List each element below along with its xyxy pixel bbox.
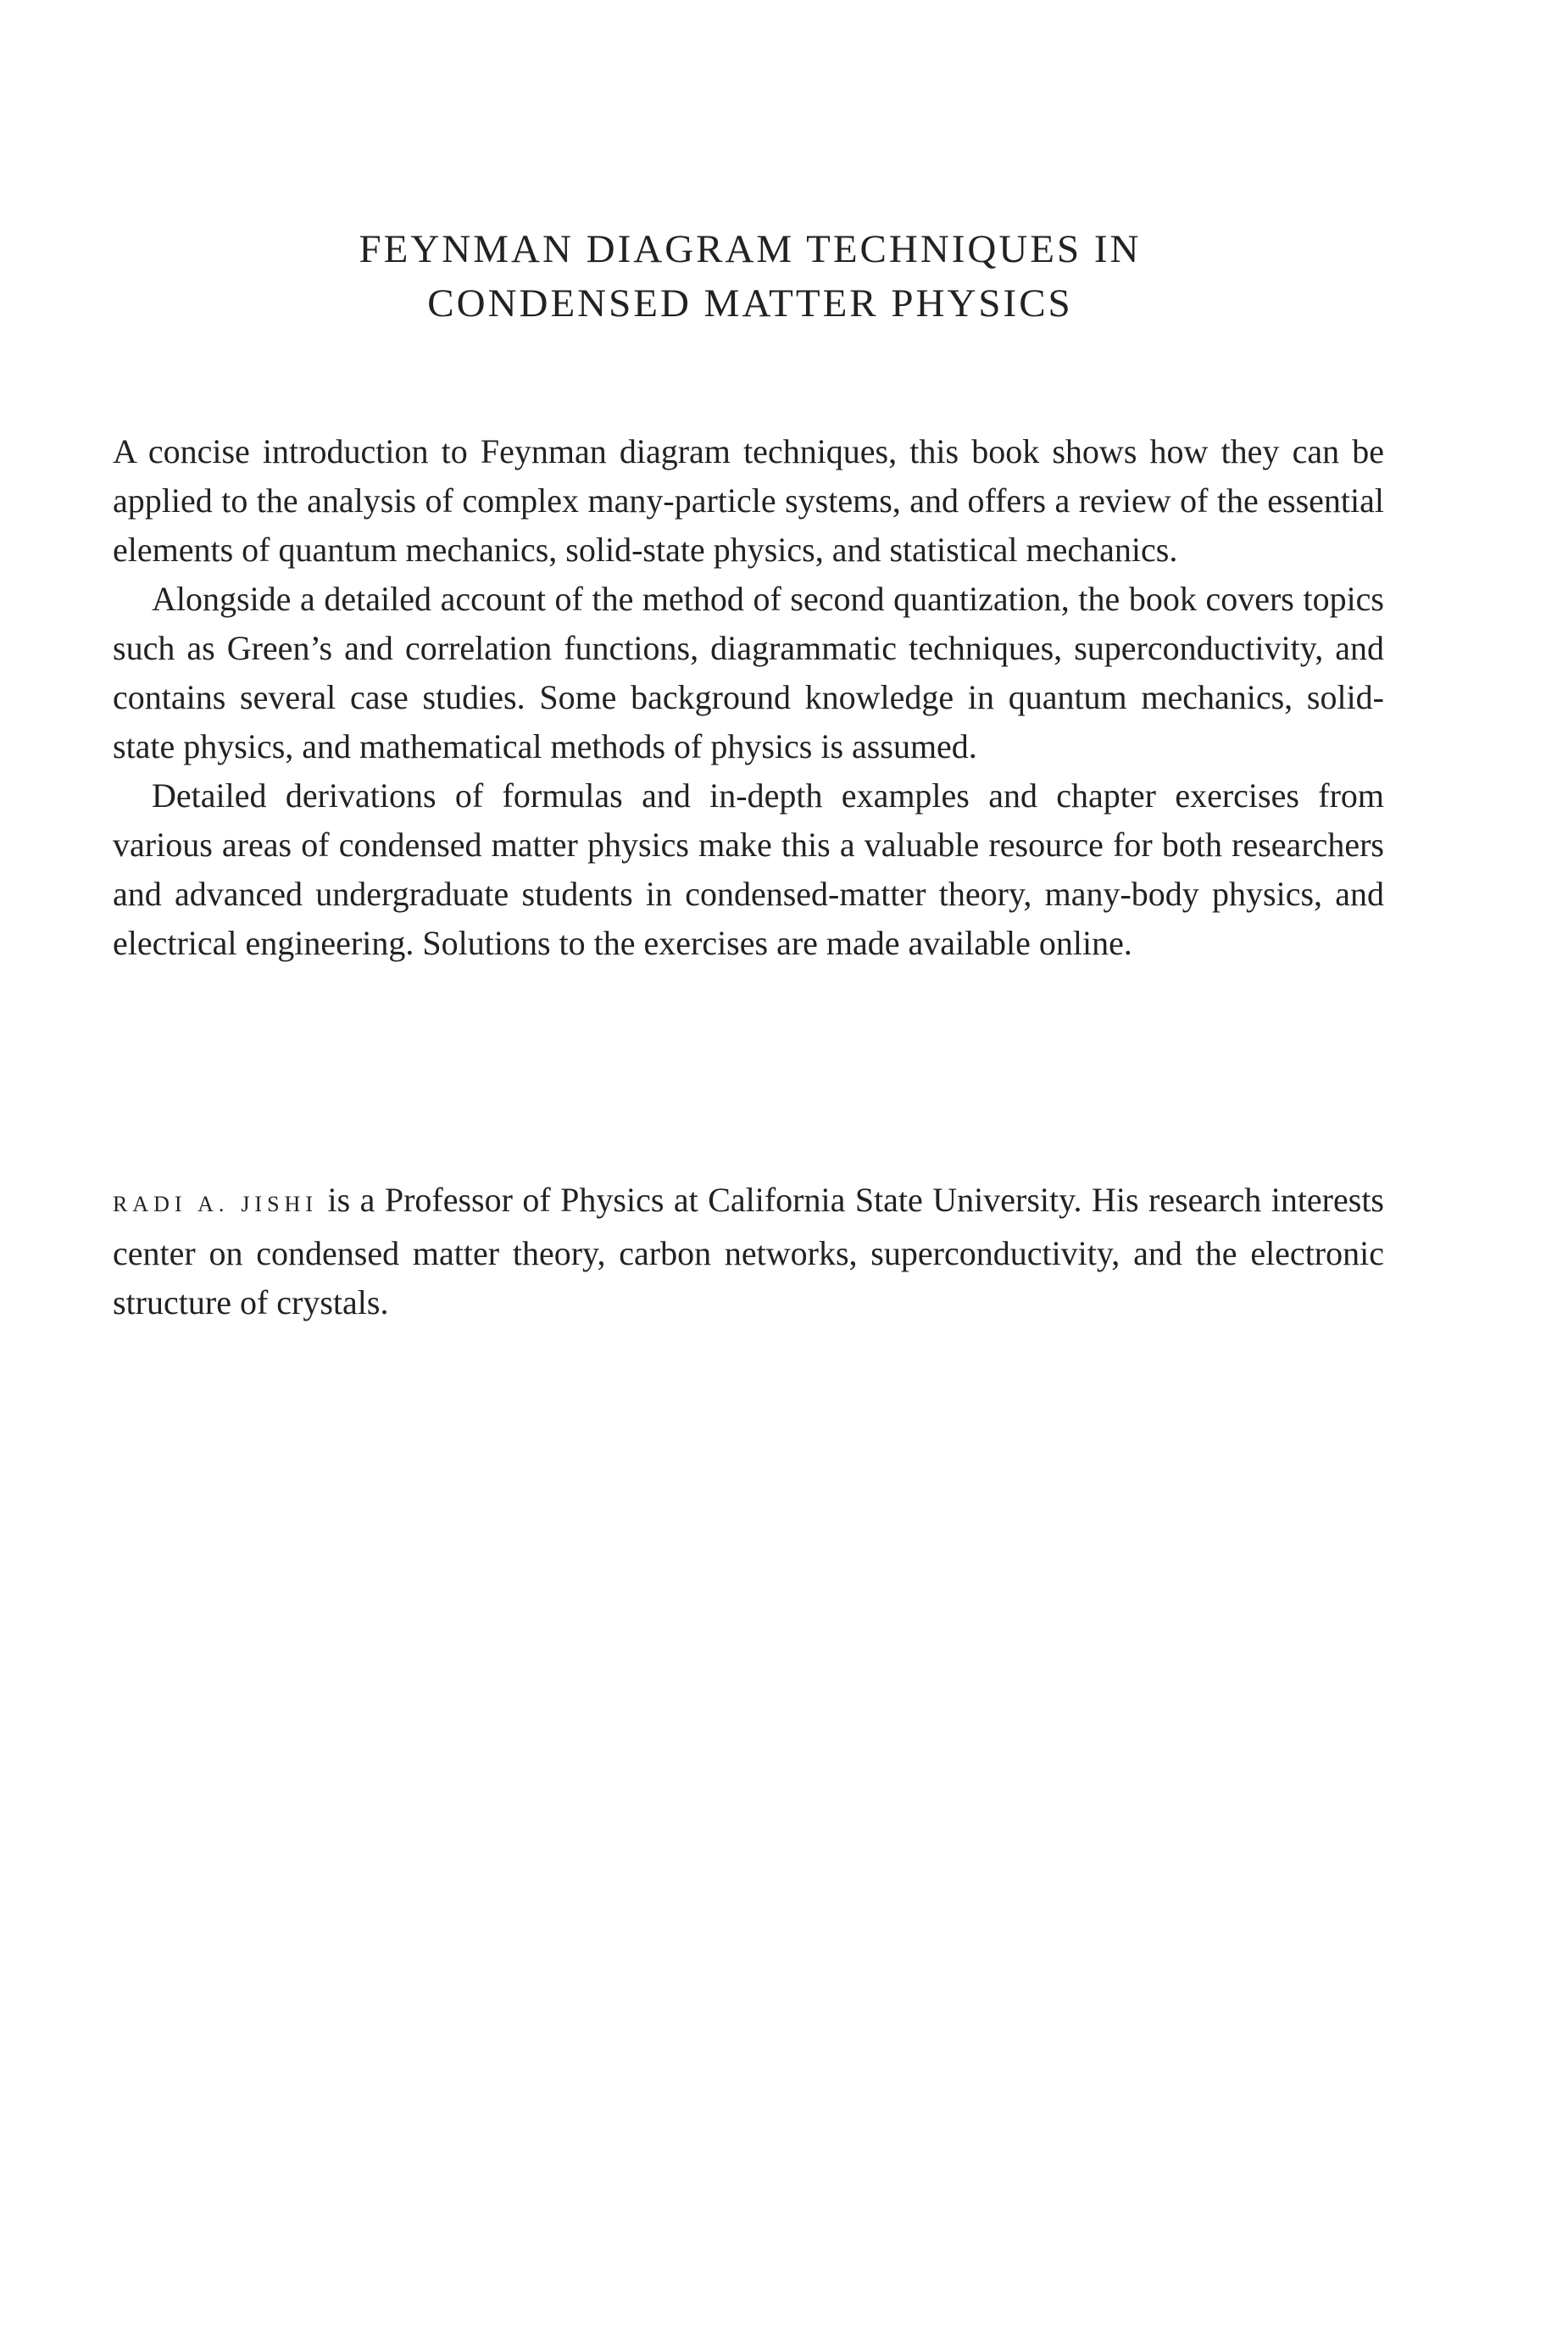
author-bio xyxy=(113,1176,1384,1327)
book-title xyxy=(119,222,1382,331)
description-paragraph-1: A concise introduction to Feynman diagram techniques, this book shows how they can be applied to the analysis of complex many-particle systems, and offers a review of the essential elements of quantum mechanics, solid-state physics, and statistical mechanics. xyxy=(113,432,1384,569)
description-paragraph-3: Detailed derivations of formulas and in-depth examples and chapter exercises from various areas of condensed matter physics make this a valuable resource for both researchers and advanced undergraduate students in condensed-matter theory, many-body physics, and electrical engineering. Solutions to the exercises are made available online. xyxy=(113,776,1384,962)
author-bio-paragraph xyxy=(113,1176,1384,1327)
book-title-line-2: CONDENSED MATTER PHYSICS xyxy=(427,281,1073,325)
book-description xyxy=(113,427,1384,968)
author-name: RADI A. JISHI xyxy=(113,1192,318,1216)
author-bio-text: is a Professor of Physics at California State University. His research interests center on condensed matter theory, carbon networks, superconductivity, and the electronic structure of crystals. xyxy=(113,1181,1384,1321)
book-title-line-1: FEYNMAN DIAGRAM TECHNIQUES IN xyxy=(359,227,1142,271)
description-paragraph-2: Alongside a detailed account of the method of second quantization, the book covers topics such as Green’s and correlation functions, diagrammatic techniques, superconductivity, and contains several case studies. Some background knowledge in quantum mechanics, solid-state physics, and mathematical methods of physics is assumed. xyxy=(113,580,1384,765)
